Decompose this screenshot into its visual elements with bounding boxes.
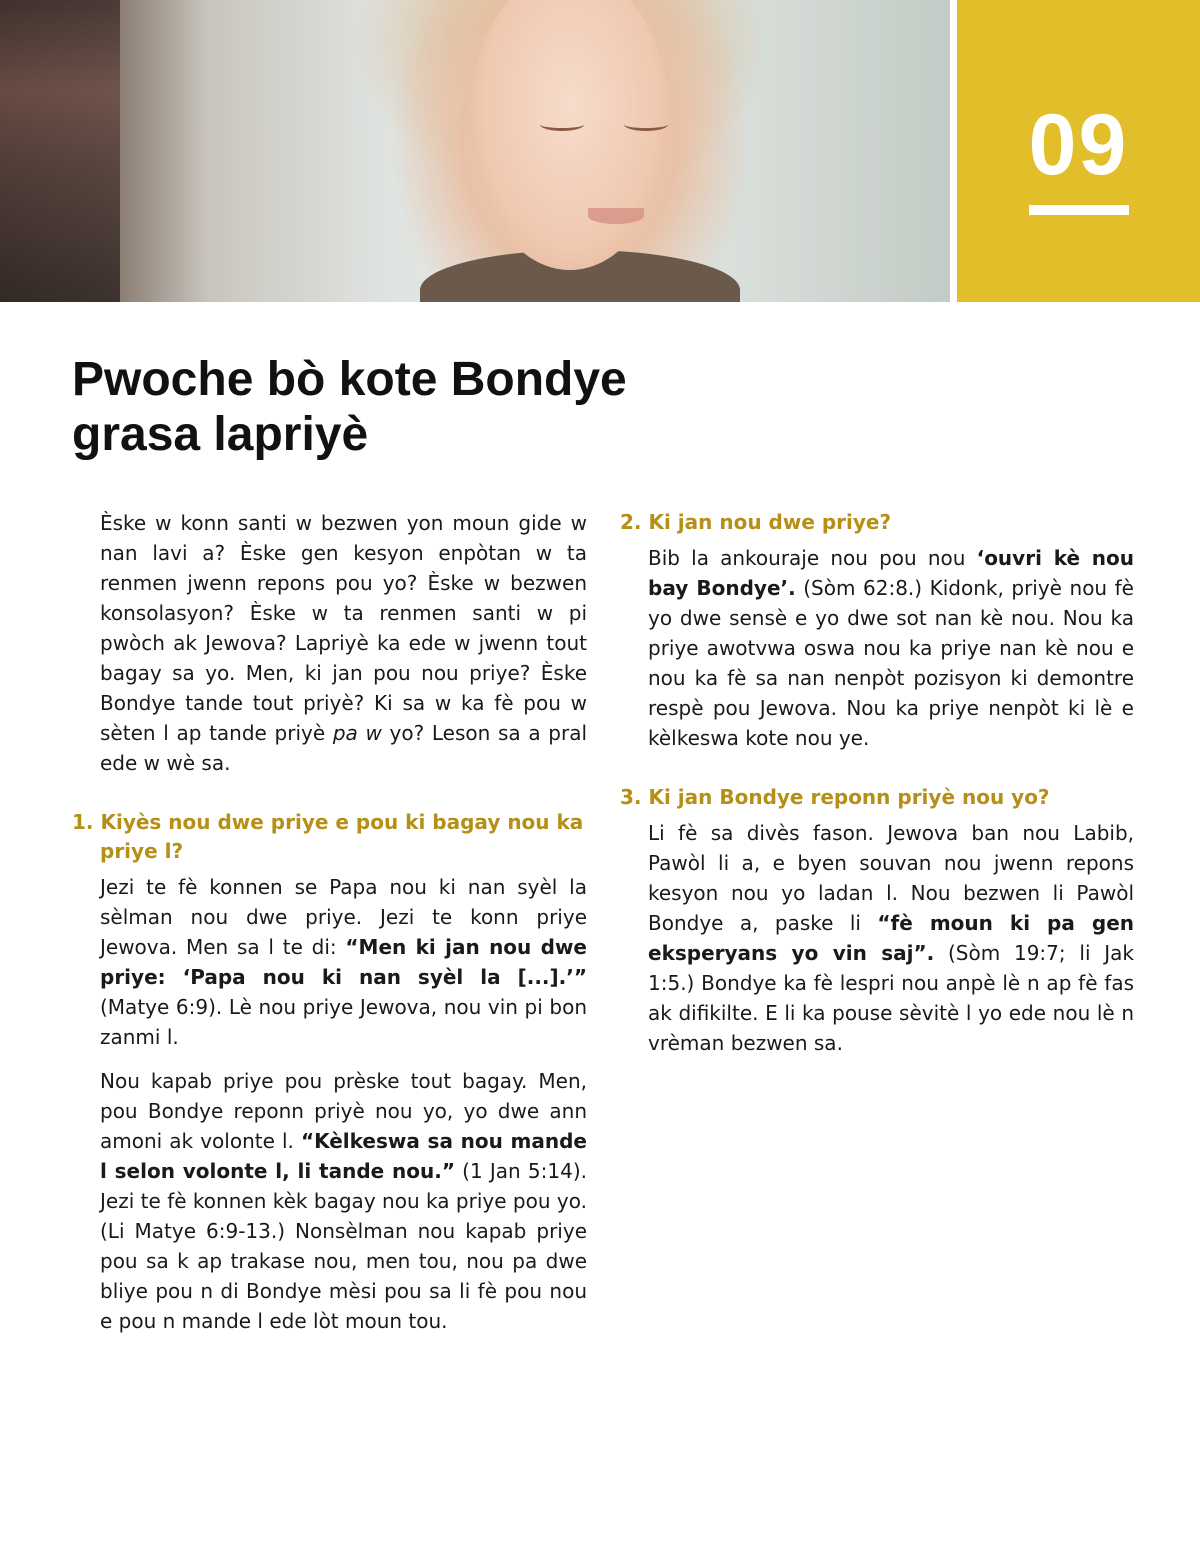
intro-paragraph [100, 508, 587, 778]
section-3-heading: 3. Ki jan Bondye reponn priyè nou yo? [620, 785, 1050, 809]
photo-closed-eye-left [540, 118, 584, 131]
section-2-text-end: (Sòm 62:8.) Kidonk, priyè nou fè yo dwe sensè e yo dwe sot nan kè nou. Nou ka priye awotvwa oswa nou ka priye nan kè nou e nou ka fè sa nan nenpòt pozisyon ki demontre respè pou Jewova. Nou ka priye nenpòt ki lè e kèlkeswa kote nou ye. [648, 576, 1134, 750]
hero-photo [0, 0, 950, 302]
lesson-number: 09 [1028, 97, 1129, 193]
section-3-paragraph [648, 818, 1134, 1058]
section-1-p2-quote: “Kèlkeswa sa nou mande l selon volonte l, li tande nou.” [100, 1129, 587, 1183]
title-line-2: grasa lapriyè [72, 408, 369, 461]
photo-smile [588, 208, 644, 224]
section-1-paragraph-1 [100, 872, 587, 1052]
intro-text-end: yo? Leson sa a pral ede w wè sa. [100, 721, 588, 775]
photo-background-shelf [0, 0, 120, 302]
right-column [620, 508, 1134, 1072]
section-2-paragraph [648, 543, 1134, 753]
section-3-text-end: (Sòm 19:7; li Jak 1:5.) Bondye ka fè lespri nou anpè lè n ap fè fas ak difikilte. E li ka pouse sèvitè l yo ede nou lè n vrèman bezwen sa. [648, 941, 1134, 1055]
section-3-text: Li fè sa divès fason. Jewova ban nou Labib, Pawòl li a, e byen souvan nou jwenn repons kesyon nou yo ladan l. Nou bezwen li Pawòl Bondye a, paske li [648, 821, 1134, 935]
section-2-heading: 2. Ki jan nou dwe priye? [620, 510, 892, 534]
section-1-p1-text-end: (Matye 6:9). Lè nou priye Jewova, nou vin pi bon zanmi l. [100, 995, 587, 1049]
section-1-p2-text-end: (1 Jan 5:14). Jezi te fè konnen kèk bagay nou ka priye pou yo. (Li Matye 6:9-13.) Nonsèlman nou kapab priye pou sa k ap trakase nou, men tou, nou pa dwe bliye pou n di Bondye mèsi pou sa li fè pou nou e pou n mande l ede lòt moun tou. [100, 1159, 587, 1333]
page-title [72, 352, 712, 462]
section-1-p2-text: Nou kapab priye pou prèske tout bagay. Men, pou Bondye reponn priyè nou yo, yo dwe ann amoni ak volonte l. [100, 1069, 587, 1153]
section-3-quote: “fè moun ki pa gen eksperyans yo vin saj”. [648, 911, 1135, 965]
intro-italic: pa w [332, 721, 382, 745]
intro-text: Èske w konn santi w bezwen yon moun gide w nan lavi a? Èske gen kesyon enpòtan w ta renmen jwenn repons pou yo? Èske w bezwen konsolasyon? Èske w ta renmen santi w pi pwòch ak Jewova? Lapriyè ka ede w jwenn tout bagay sa yo. Men, ki jan pou nou priye? Èske Bondye tande tout priyè? Ki sa w ka fè pou w sèten l ap tande priyè [100, 511, 587, 745]
section-2-quote: ‘ouvri kè nou bay Bondye’. [648, 546, 1135, 600]
badge-underline [1029, 205, 1129, 215]
section-1-paragraph-2 [100, 1066, 587, 1336]
lesson-number-badge [957, 0, 1200, 302]
section-1-p1-quote: “Men ki jan nou dwe priye: ‘Papa nou ki nan syèl la [...].’” [100, 935, 587, 989]
photo-closed-eye-right [624, 118, 668, 131]
photo-face [470, 0, 670, 270]
section-1-p1-text: Jezi te fè konnen se Papa nou ki nan syèl la sèlman nou dwe priye. Jezi te konn priye Jewova. Men sa l te di: [100, 875, 587, 959]
left-column [72, 508, 587, 1350]
section-2-text: Bib la ankouraje nou pou nou [648, 546, 977, 570]
section-1-heading: 1. Kiyès nou dwe priye e pou ki bagay nou ka priye l? [72, 810, 584, 863]
title-line-1: Pwoche bò kote Bondye [72, 353, 627, 406]
